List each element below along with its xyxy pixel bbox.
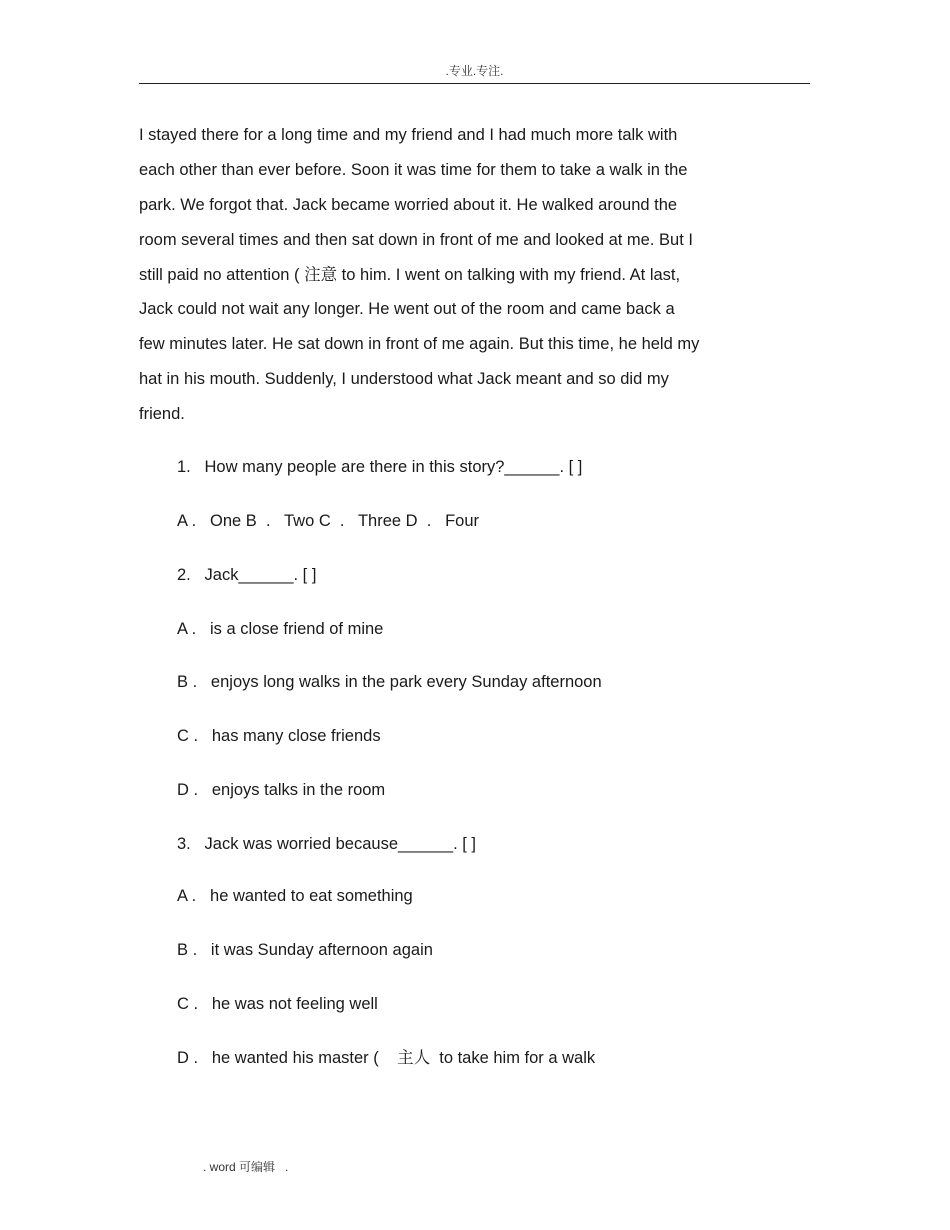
- question-2: 2. Jack______. [ ]: [177, 566, 317, 584]
- passage-line: hat in his mouth. Suddenly, I understood what Jack meant and so did my: [139, 370, 669, 389]
- page-footer: . word 可编辑 .: [203, 1160, 289, 1174]
- question-2-option-c: C . has many close friends: [177, 727, 381, 745]
- header-rule: [139, 83, 810, 84]
- passage-line: Jack could not wait any longer. He went out of the room and came back a: [139, 300, 675, 319]
- question-2-option-a: A . is a close friend of mine: [177, 620, 384, 638]
- passage-line: friend.: [139, 405, 185, 424]
- question-2-option-d: D . enjoys talks in the room: [177, 781, 386, 799]
- passage-line: park. We forgot that. Jack became worried about it. He walked around the: [139, 195, 678, 214]
- passage-line: few minutes later. He sat down in front of me again. But this time, he held my: [139, 335, 700, 354]
- passage: [139, 118, 759, 432]
- passage-line: I stayed there for a long time and my friend and I had much more talk with: [139, 126, 678, 144]
- question-2-option-b: B . enjoys long walks in the park every Sunday afternoon: [177, 673, 602, 691]
- passage-line: each other than ever before. Soon it was time for them to take a walk in the: [139, 160, 688, 179]
- question-3-option-d: D . he wanted his master ( 主人 to take him for a walk: [177, 1049, 596, 1067]
- passage-line: room several times and then sat down in front of me and looked at me. But I: [139, 230, 693, 249]
- question-3: 3. Jack was worried because______. [ ]: [177, 835, 476, 853]
- question-3-option-b: B . it was Sunday afternoon again: [177, 941, 433, 959]
- passage-line: still paid no attention ( 注意 to him. I went on talking with my friend. At last,: [139, 265, 681, 284]
- question-1-options: A . One B . Two C . Three D . Four: [177, 512, 480, 530]
- question-1: 1. How many people are there in this story?______. [ ]: [177, 458, 583, 476]
- question-3-option-c: C . he was not feeling well: [177, 995, 378, 1013]
- question-3-option-a: A . he wanted to eat something: [177, 887, 413, 905]
- page-header: .专业.专注.: [445, 64, 504, 78]
